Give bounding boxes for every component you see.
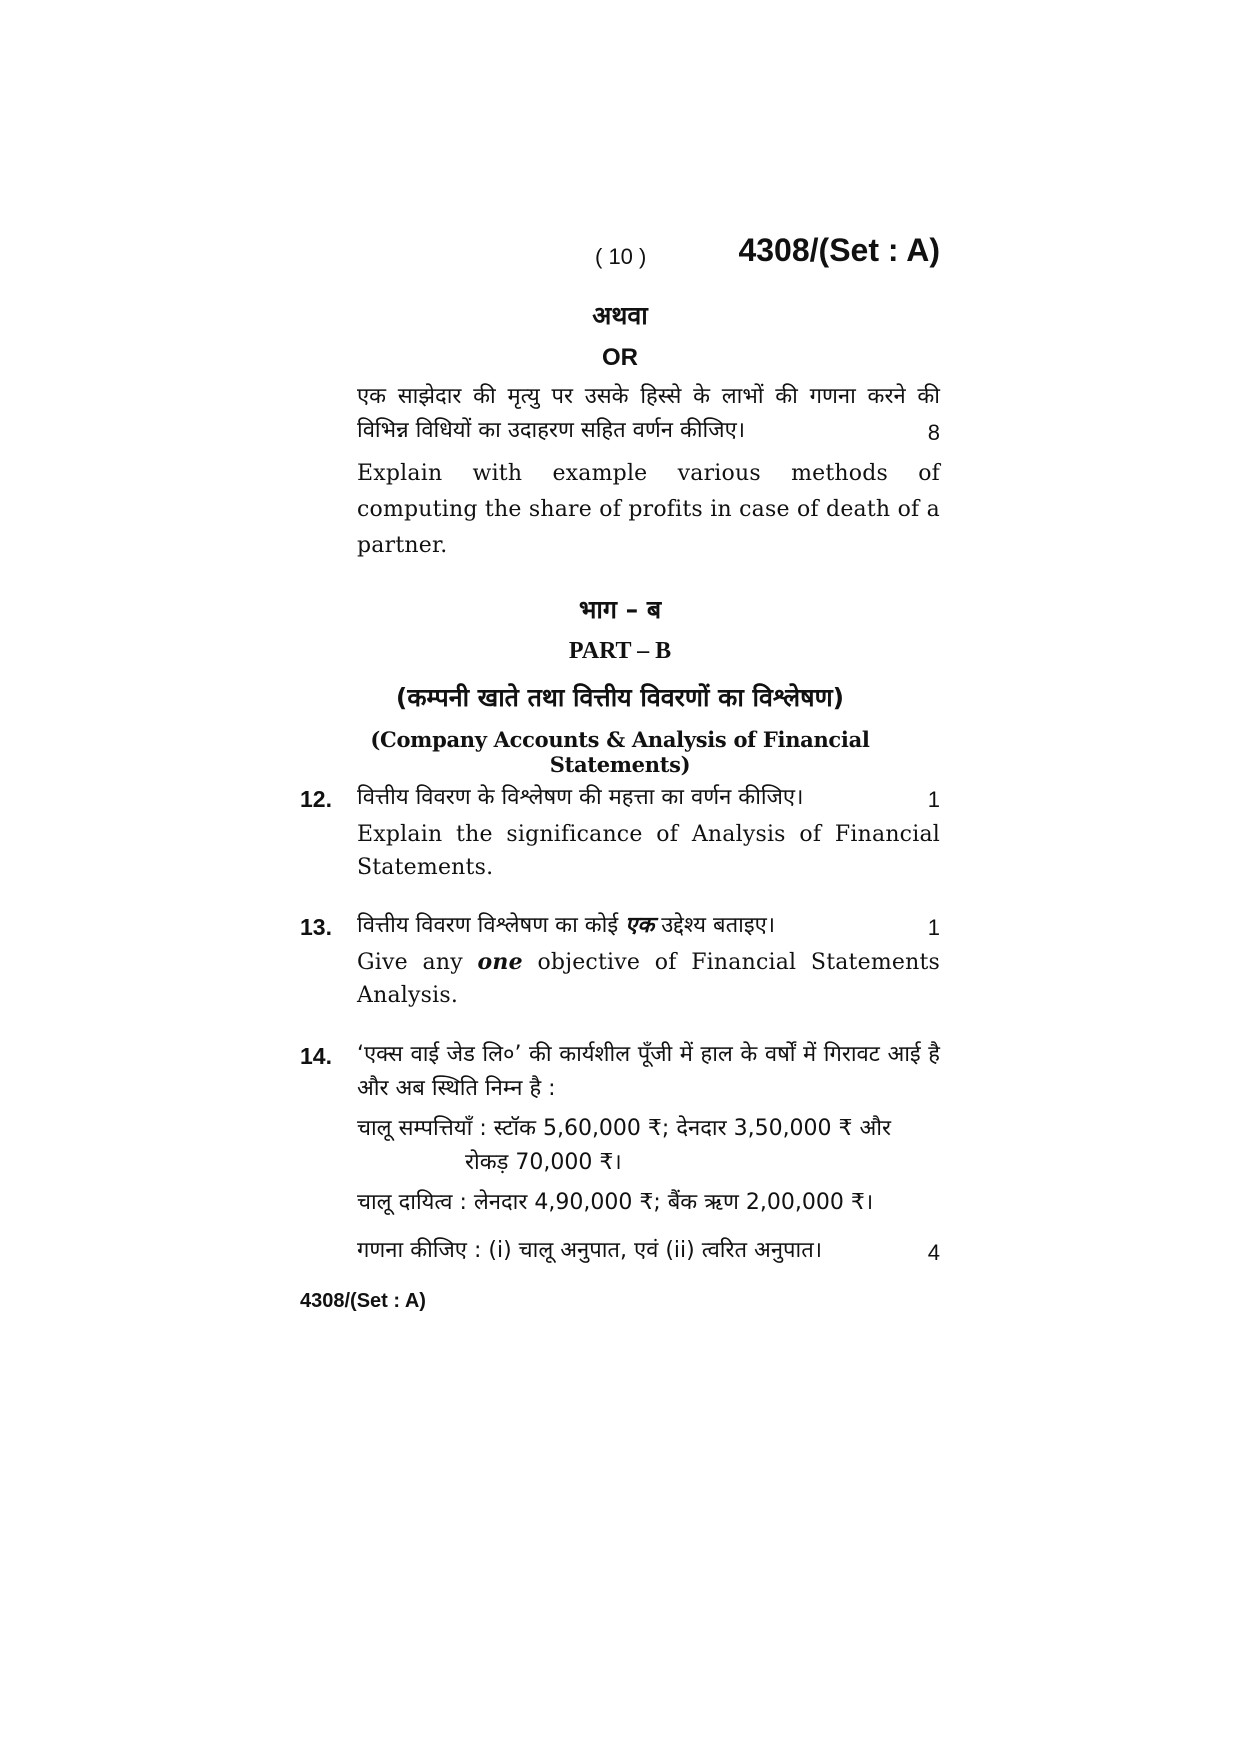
question-13-marks: 1 bbox=[927, 915, 940, 940]
current-assets-line-1: चालू सम्पत्तियाँ : स्टॉक 5,60,000 ₹; देनदार 3,50,000 ₹ और bbox=[357, 1116, 892, 1141]
part-b-english-subtitle: (Company Accounts & Analysis of Financial Statements) bbox=[370, 727, 870, 777]
hindi-or-heading: अथवा bbox=[592, 301, 648, 330]
question-12-number: 12. bbox=[300, 786, 332, 812]
or-marks: 8 bbox=[927, 420, 940, 445]
part-b-english-title: PART – B bbox=[568, 638, 672, 664]
part-b-hindi-title: भाग – ब bbox=[578, 595, 662, 624]
question-14-intro: ‘एक्स वाई जेड लि०’ की कार्यशील पूँजी में हाल के वर्षों में गिरावट आई है और अब स्थिति निम्न है : bbox=[357, 1042, 940, 1101]
question-13-hindi-before: वित्तीय विवरण विश्लेषण का कोई bbox=[357, 913, 626, 938]
question-13-hindi bbox=[357, 909, 940, 945]
question-12-hindi-text: वित्तीय विवरण के विश्लेषण की महत्ता का वर्णन कीजिए। bbox=[357, 785, 804, 810]
question-14-marks: 4 bbox=[927, 1240, 940, 1265]
page-number: ( 10 ) bbox=[595, 244, 647, 269]
current-assets-line-2: रोकड़ 70,000 ₹। bbox=[465, 1150, 622, 1175]
question-12-english: Explain the significance of Analysis of Financial Statements. bbox=[357, 822, 940, 880]
or-hindi-question bbox=[357, 380, 940, 450]
footer-paper-code: 4308/(Set : A) bbox=[300, 1290, 426, 1312]
question-14-current-liabilities: चालू दायित्व : लेनदार 4,90,000 ₹; बैंक ऋण 2,00,000 ₹। bbox=[357, 1190, 874, 1215]
question-14-current-assets bbox=[357, 1112, 940, 1180]
question-13-english-after: objective of Financial Statements Analysis. bbox=[357, 950, 941, 1008]
page-header bbox=[580, 232, 940, 282]
or-english-question: Explain with example various methods of computing the share of profits in case of death of a partner. bbox=[357, 461, 940, 558]
paper-code: 4308/(Set : A) bbox=[738, 232, 940, 268]
question-14-calculate-text: गणना कीजिए : (i) चालू अनुपात, एवं (ii) त्वरित अनुपात। bbox=[357, 1238, 823, 1263]
question-13-english-before: Give any bbox=[357, 950, 478, 975]
question-12-hindi bbox=[357, 781, 940, 817]
question-13-hindi-emphasis: एक bbox=[625, 913, 655, 938]
question-14-number: 14. bbox=[300, 1043, 332, 1069]
question-13-hindi-after: उद्देश्य बताइए। bbox=[654, 913, 776, 938]
english-or-heading: OR bbox=[602, 344, 638, 371]
question-14-calculate bbox=[357, 1234, 940, 1270]
or-hindi-question-text: एक साझेदार की मृत्यु पर उसके हिस्से के लाभों की गणना करने की विभिन्न विधियों का उदाहरण सहित वर्णन कीजिए। bbox=[357, 384, 940, 443]
question-13-english bbox=[357, 946, 940, 1012]
part-b-hindi-subtitle: (कम्पनी खाते तथा वित्तीय विवरणों का विश्लेषण) bbox=[395, 683, 845, 712]
question-12-marks: 1 bbox=[927, 787, 940, 812]
question-13-number: 13. bbox=[300, 914, 332, 940]
question-13-english-emphasis: one bbox=[477, 949, 523, 975]
